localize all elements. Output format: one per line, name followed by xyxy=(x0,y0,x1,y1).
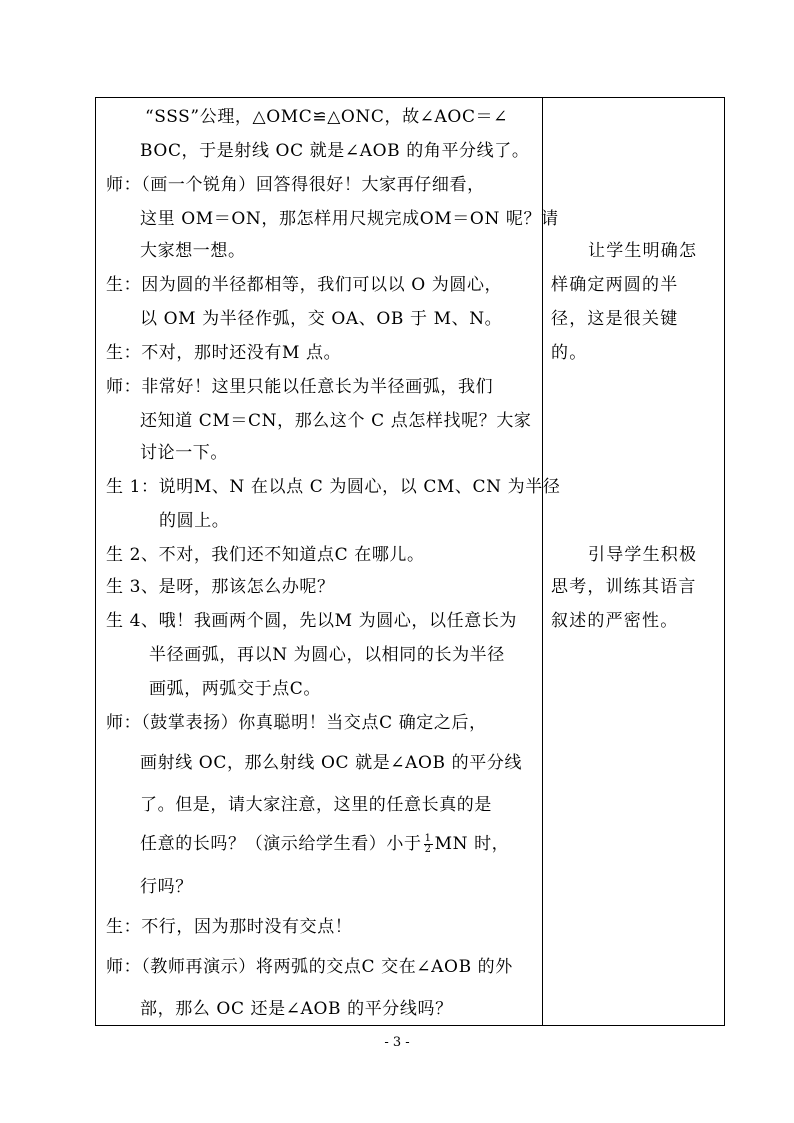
dialogue-line: 生 1：说明M、N 在以点 C 为圆心，以 CM、CN 为半径 xyxy=(106,477,561,497)
fraction-line-after: MN 时， xyxy=(434,834,510,854)
dialogue-line: 生 4、哦！我画两个圆，先以M 为圆心，以任意长为 xyxy=(106,611,518,631)
lesson-table xyxy=(95,97,725,1026)
dialogue-line: 师：（鼓掌表扬）你真聪明！当交点C 确定之后， xyxy=(106,713,487,733)
dialogue-line: 以 OM 为半径作弧，交 OA、OB 于 M、N。 xyxy=(140,309,503,329)
fraction-numerator: 1 xyxy=(424,833,432,844)
teaching-note-line: 叙述的严密性。 xyxy=(551,611,679,631)
dialogue-line: 的圆上。 xyxy=(159,511,230,531)
dialogue-line: BOC，于是射线 OC 就是∠AOB 的角平分线了。 xyxy=(140,141,530,161)
dialogue-line: 画射线 OC，那么射线 OC 就是∠AOB 的平分线 xyxy=(140,753,523,773)
dialogue-line: 生 2、不对，我们还不知道点C 在哪儿。 xyxy=(106,545,425,565)
dialogue-line: 生：因为圆的半径都相等，我们可以以 O 为圆心， xyxy=(106,275,503,295)
dialogue-line: 还知道 CM＝CN，那么这个 C 点怎样找呢？大家 xyxy=(140,411,532,431)
dialogue-line: 师：（教师再演示）将两弧的交点C 交在∠AOB 的外 xyxy=(106,957,513,977)
fraction-line-before: 任意的长吗？（演示给学生看）小于 xyxy=(140,834,422,854)
dialogue-line: 这里 OM＝ON，那怎样用尺规完成OM＝ON 呢？请 xyxy=(140,209,559,229)
dialogue-line: 行吗？ xyxy=(140,877,193,897)
teaching-note-line: 的。 xyxy=(551,343,588,363)
dialogue-line: 画弧，两弧交于点C。 xyxy=(149,679,322,699)
teaching-note-line: 径，这是很关键 xyxy=(551,309,679,329)
dialogue-line: 生 3、是呀，那该怎么办呢？ xyxy=(106,577,335,597)
teaching-note-line: 引导学生积极 xyxy=(588,545,698,565)
dialogue-line: 师：非常好！这里只能以任意长为半径画弧，我们 xyxy=(106,377,494,397)
column-divider xyxy=(542,98,543,1025)
fraction-denominator: 2 xyxy=(424,844,432,855)
dialogue-line: 生：不对，那时还没有M 点。 xyxy=(106,343,342,363)
teaching-note-line: 让学生明确怎 xyxy=(588,241,698,261)
one-half-fraction xyxy=(424,834,433,855)
dialogue-line: 半径画弧，再以N 为圆心，以相同的长为半径 xyxy=(149,645,505,665)
dialogue-line: 大家想一想。 xyxy=(140,241,246,261)
teaching-note-line: 样确定两圆的半 xyxy=(551,275,679,295)
dialogue-line: 师：（画一个锐角）回答得很好！大家再仔细看， xyxy=(106,175,485,195)
teaching-note-line: 思考，训练其语言 xyxy=(551,577,697,597)
dialogue-line: 了。但是，请大家注意，这里的任意长真的是 xyxy=(140,795,492,815)
fraction-line xyxy=(140,833,509,855)
dialogue-line: 部，那么 OC 还是∠AOB 的平分线吗？ xyxy=(140,999,453,1019)
page-number: - 3 - xyxy=(384,1035,410,1050)
dialogue-line: “SSS”公理，△OMC≌△ONC，故∠AOC＝∠ xyxy=(145,107,508,127)
dialogue-line: 讨论一下。 xyxy=(140,443,228,463)
dialogue-line: 生：不行，因为那时没有交点！ xyxy=(106,917,353,937)
